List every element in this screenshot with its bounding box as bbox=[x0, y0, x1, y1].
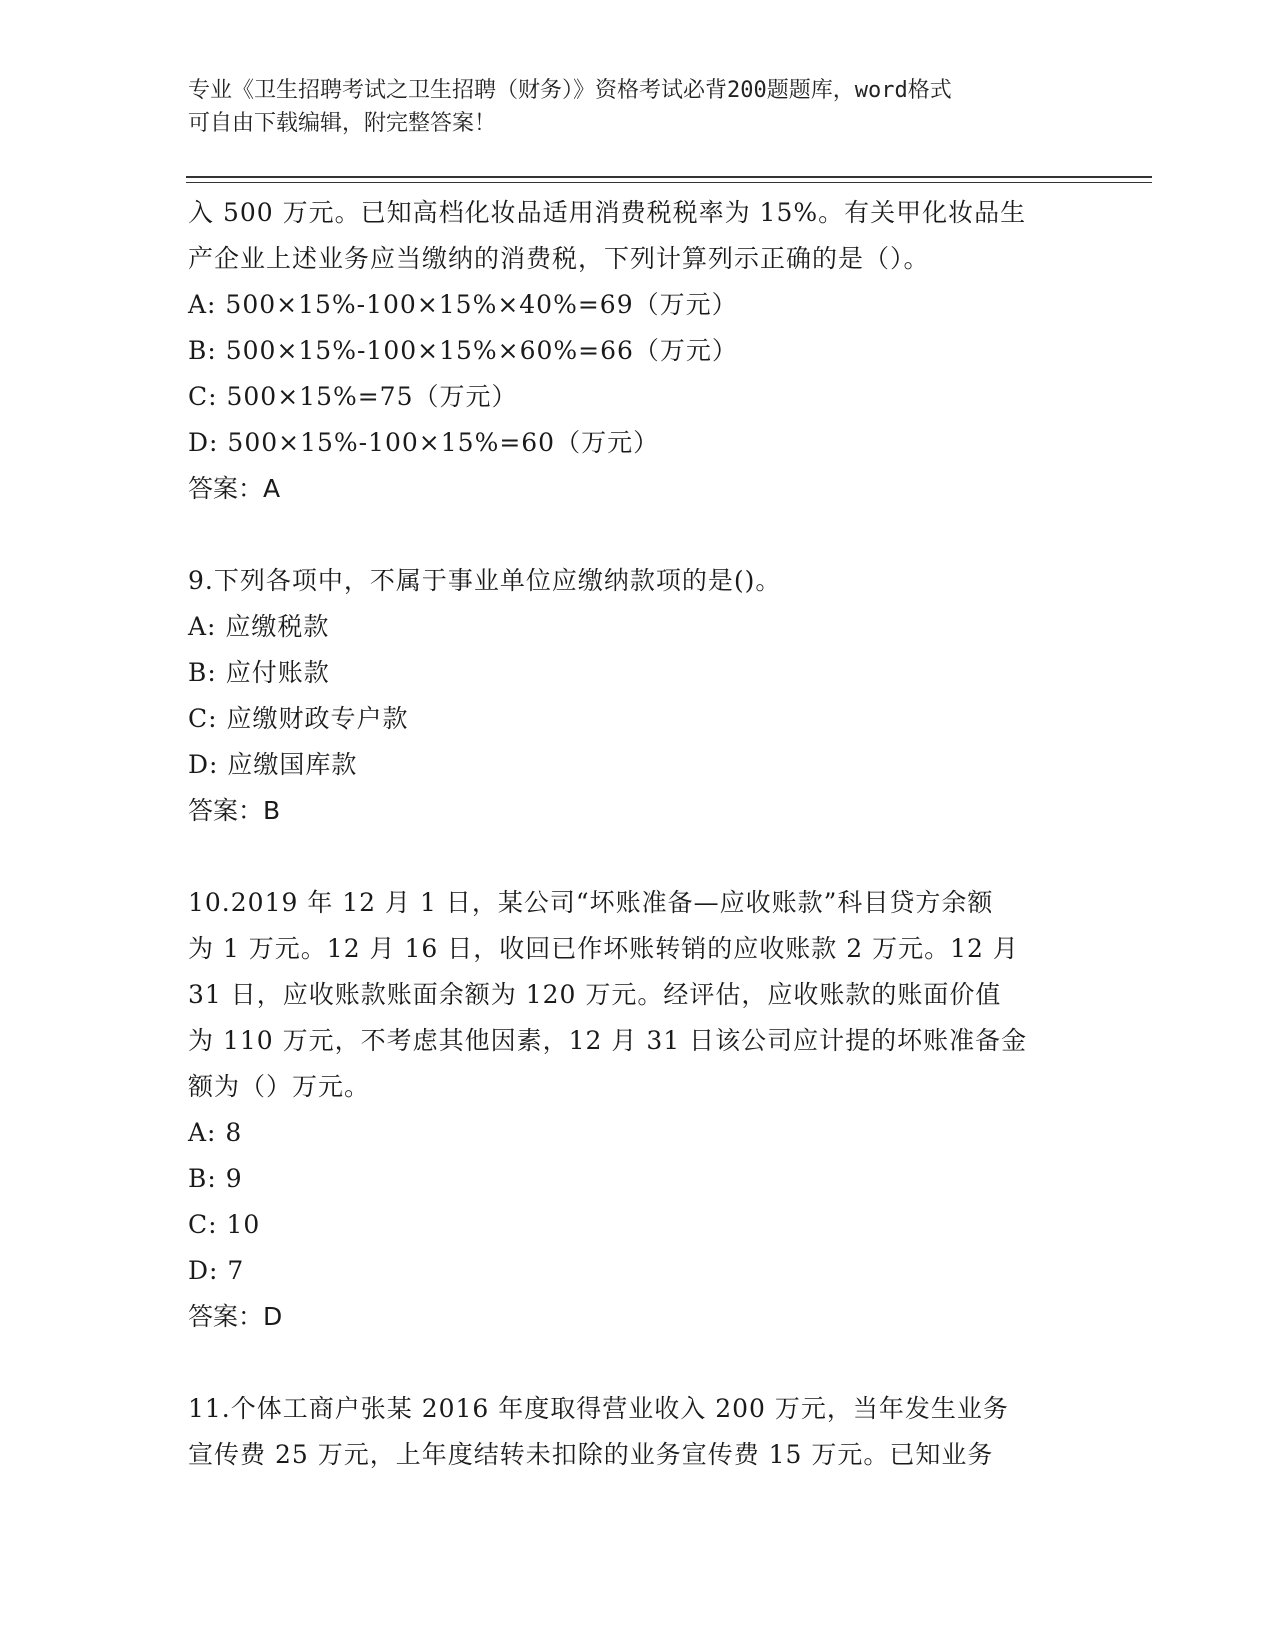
document-body bbox=[188, 190, 1088, 1478]
question-stem-line: 宣传费 25 万元，上年度结转未扣除的业务宣传费 15 万元。已知业务 bbox=[188, 1440, 994, 1469]
question-stem-line: 额为（）万元。 bbox=[188, 1072, 371, 1101]
header-title-line-1: 专业《卫生招聘考试之卫生招聘（财务）》资格考试必背200题题库，word格式 bbox=[188, 78, 952, 103]
header-title-line-2: 可自由下载编辑，附完整答案！ bbox=[188, 111, 497, 136]
option-c: C: 10 bbox=[188, 1210, 261, 1239]
header-rule-thick bbox=[186, 176, 1152, 178]
question-10 bbox=[188, 880, 1088, 1340]
question-8 bbox=[188, 190, 1088, 512]
option-d: D: 500×15%-100×15%=60（万元） bbox=[188, 428, 660, 457]
question-stem-line: 为 110 万元，不考虑其他因素，12 月 31 日该公司应计提的坏账准备金 bbox=[188, 1026, 1028, 1055]
option-c: C: 500×15%=75（万元） bbox=[188, 382, 518, 411]
question-stem-line: 9.下列各项中，不属于事业单位应缴纳款项的是()。 bbox=[188, 566, 782, 595]
question-stem-line: 产企业上述业务应当缴纳的消费税，下列计算列示正确的是（）。 bbox=[188, 244, 930, 273]
answer-line: 答案：A bbox=[188, 474, 281, 503]
option-c: C: 应缴财政专户款 bbox=[188, 704, 409, 733]
header-rule-thin bbox=[186, 182, 1152, 183]
question-spacer bbox=[188, 512, 1088, 558]
option-b: B: 9 bbox=[188, 1164, 243, 1193]
question-stem-line: 10.2019 年 12 月 1 日，某公司“坏账准备—应收账款”科目贷方余额 bbox=[188, 888, 994, 917]
question-stem-line: 31 日，应收账款账面余额为 120 万元。经评估，应收账款的账面价值 bbox=[188, 980, 1002, 1009]
question-spacer bbox=[188, 834, 1088, 880]
option-a: A: 应缴税款 bbox=[188, 612, 330, 641]
option-b: B: 500×15%-100×15%×60%=66（万元） bbox=[188, 336, 738, 365]
answer-line: 答案：B bbox=[188, 796, 281, 825]
question-stem-line: 为 1 万元。12 月 16 日，收回已作坏账转销的应收账款 2 万元。12 月 bbox=[188, 934, 1019, 963]
question-11 bbox=[188, 1386, 1088, 1478]
option-a: A: 500×15%-100×15%×40%=69（万元） bbox=[188, 290, 738, 319]
option-a: A: 8 bbox=[188, 1118, 243, 1147]
question-spacer bbox=[188, 1340, 1088, 1386]
option-d: D: 7 bbox=[188, 1256, 245, 1285]
answer-line: 答案：D bbox=[188, 1302, 283, 1331]
question-stem-line: 11.个体工商户张某 2016 年度取得营业收入 200 万元，当年发生业务 bbox=[188, 1394, 1009, 1423]
option-d: D: 应缴国库款 bbox=[188, 750, 358, 779]
option-b: B: 应付账款 bbox=[188, 658, 330, 687]
question-stem-line: 入 500 万元。已知高档化妆品适用消费税税率为 15%。有关甲化妆品生 bbox=[188, 198, 1027, 227]
document-header bbox=[188, 74, 1068, 140]
question-9 bbox=[188, 558, 1088, 834]
